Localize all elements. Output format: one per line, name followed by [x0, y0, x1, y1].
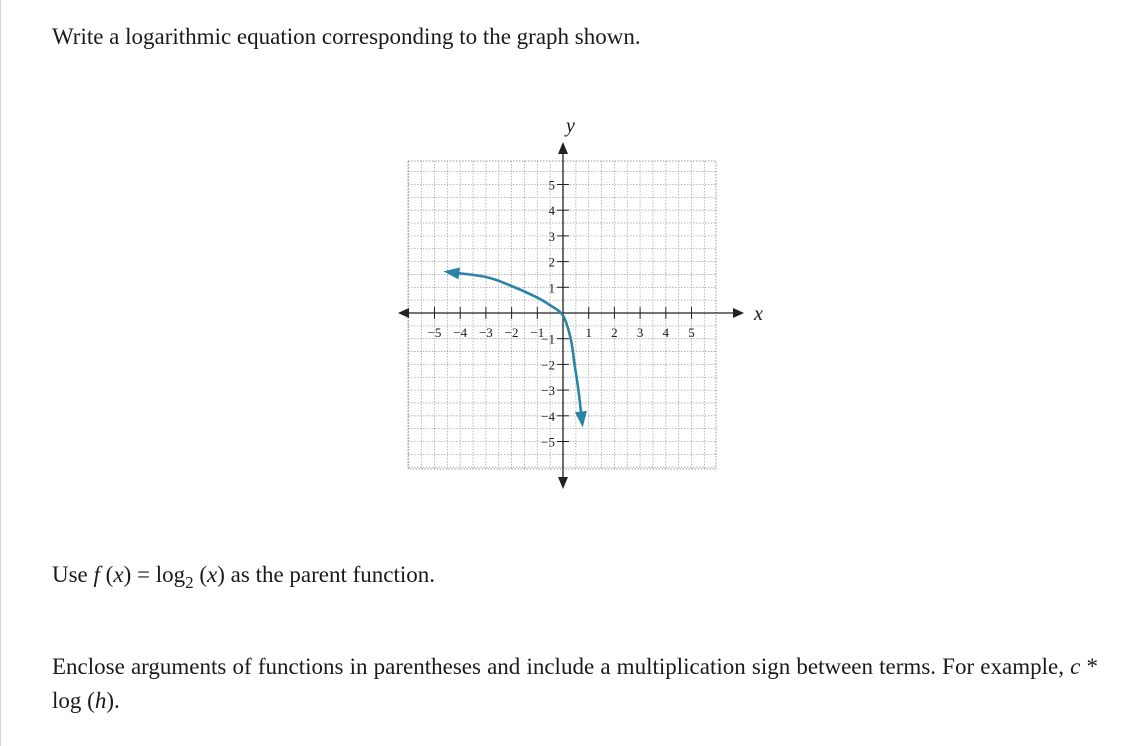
parent-function-formula	[93, 562, 225, 592]
y-tick-label: −5	[541, 434, 555, 450]
x-tick-label: 2	[611, 325, 618, 340]
x-tick-label: −1	[530, 325, 545, 340]
graph-svg	[398, 112, 770, 492]
x-tick-label: 4	[662, 325, 670, 340]
question-prompt: Write a logarithmic equation corresponding to the graph shown.	[52, 24, 641, 49]
paren-close: )	[217, 562, 225, 587]
log-operator: log	[155, 562, 186, 587]
instructions-text	[52, 650, 1098, 718]
x-tick-label: −4	[453, 325, 468, 340]
axes	[398, 142, 744, 489]
y-tick-label: 1	[548, 280, 555, 296]
multiplication-sign: *	[1080, 654, 1098, 679]
paren-close: )	[123, 562, 137, 587]
x-tick-label: −2	[504, 325, 519, 340]
curve-left-arrowhead	[443, 268, 460, 280]
curve-down-arrowhead	[575, 411, 587, 428]
graph	[398, 112, 770, 492]
curve	[443, 268, 586, 428]
function-variable: x	[113, 562, 124, 587]
y-axis-down-arrow	[558, 477, 568, 489]
instructions-main: Enclose arguments of functions in parentheses and include a multiplication sign between terms. For example,	[52, 654, 1071, 679]
tick-labels	[428, 115, 763, 450]
x-axis-label: x	[754, 303, 763, 325]
x-tick-label: −3	[478, 325, 493, 340]
log-base: 2	[185, 573, 194, 592]
example-argument: h	[94, 688, 107, 713]
y-tick-label: 2	[548, 254, 555, 270]
function-name: f	[93, 562, 100, 587]
parent-function-text	[52, 558, 435, 594]
y-tick-label: 5	[548, 177, 555, 193]
x-tick-label: 5	[688, 325, 695, 340]
y-axis-label: y	[566, 115, 575, 137]
y-tick-label: 3	[548, 228, 555, 244]
paren-open: (	[193, 562, 208, 587]
y-tick-label: −3	[541, 383, 555, 399]
paren-close: )	[106, 688, 114, 713]
parent-tail-text: as the parent function.	[224, 562, 436, 587]
example-constant: c	[1070, 654, 1081, 679]
y-tick-label: −2	[541, 357, 555, 373]
example-log: log	[52, 688, 82, 713]
paren-open: (	[99, 562, 114, 587]
y-tick-label: −1	[541, 331, 555, 347]
paren-open: (	[81, 688, 95, 713]
left-border	[0, 0, 1, 746]
x-axis-left-arrow	[398, 308, 409, 318]
log-argument: x	[207, 562, 218, 587]
x-axis-right-arrow	[733, 308, 744, 318]
y-tick-label: 4	[548, 203, 555, 219]
x-tick-label: 3	[636, 325, 644, 340]
x-tick-label: −5	[427, 325, 442, 340]
period: .	[113, 688, 120, 713]
y-axis-up-arrow	[558, 142, 568, 154]
parent-lead-text: Use	[52, 562, 94, 587]
x-tick-label: 1	[585, 325, 592, 340]
curve-path	[447, 272, 582, 424]
y-tick-label: −4	[541, 408, 555, 424]
equals-sign: =	[136, 562, 156, 587]
